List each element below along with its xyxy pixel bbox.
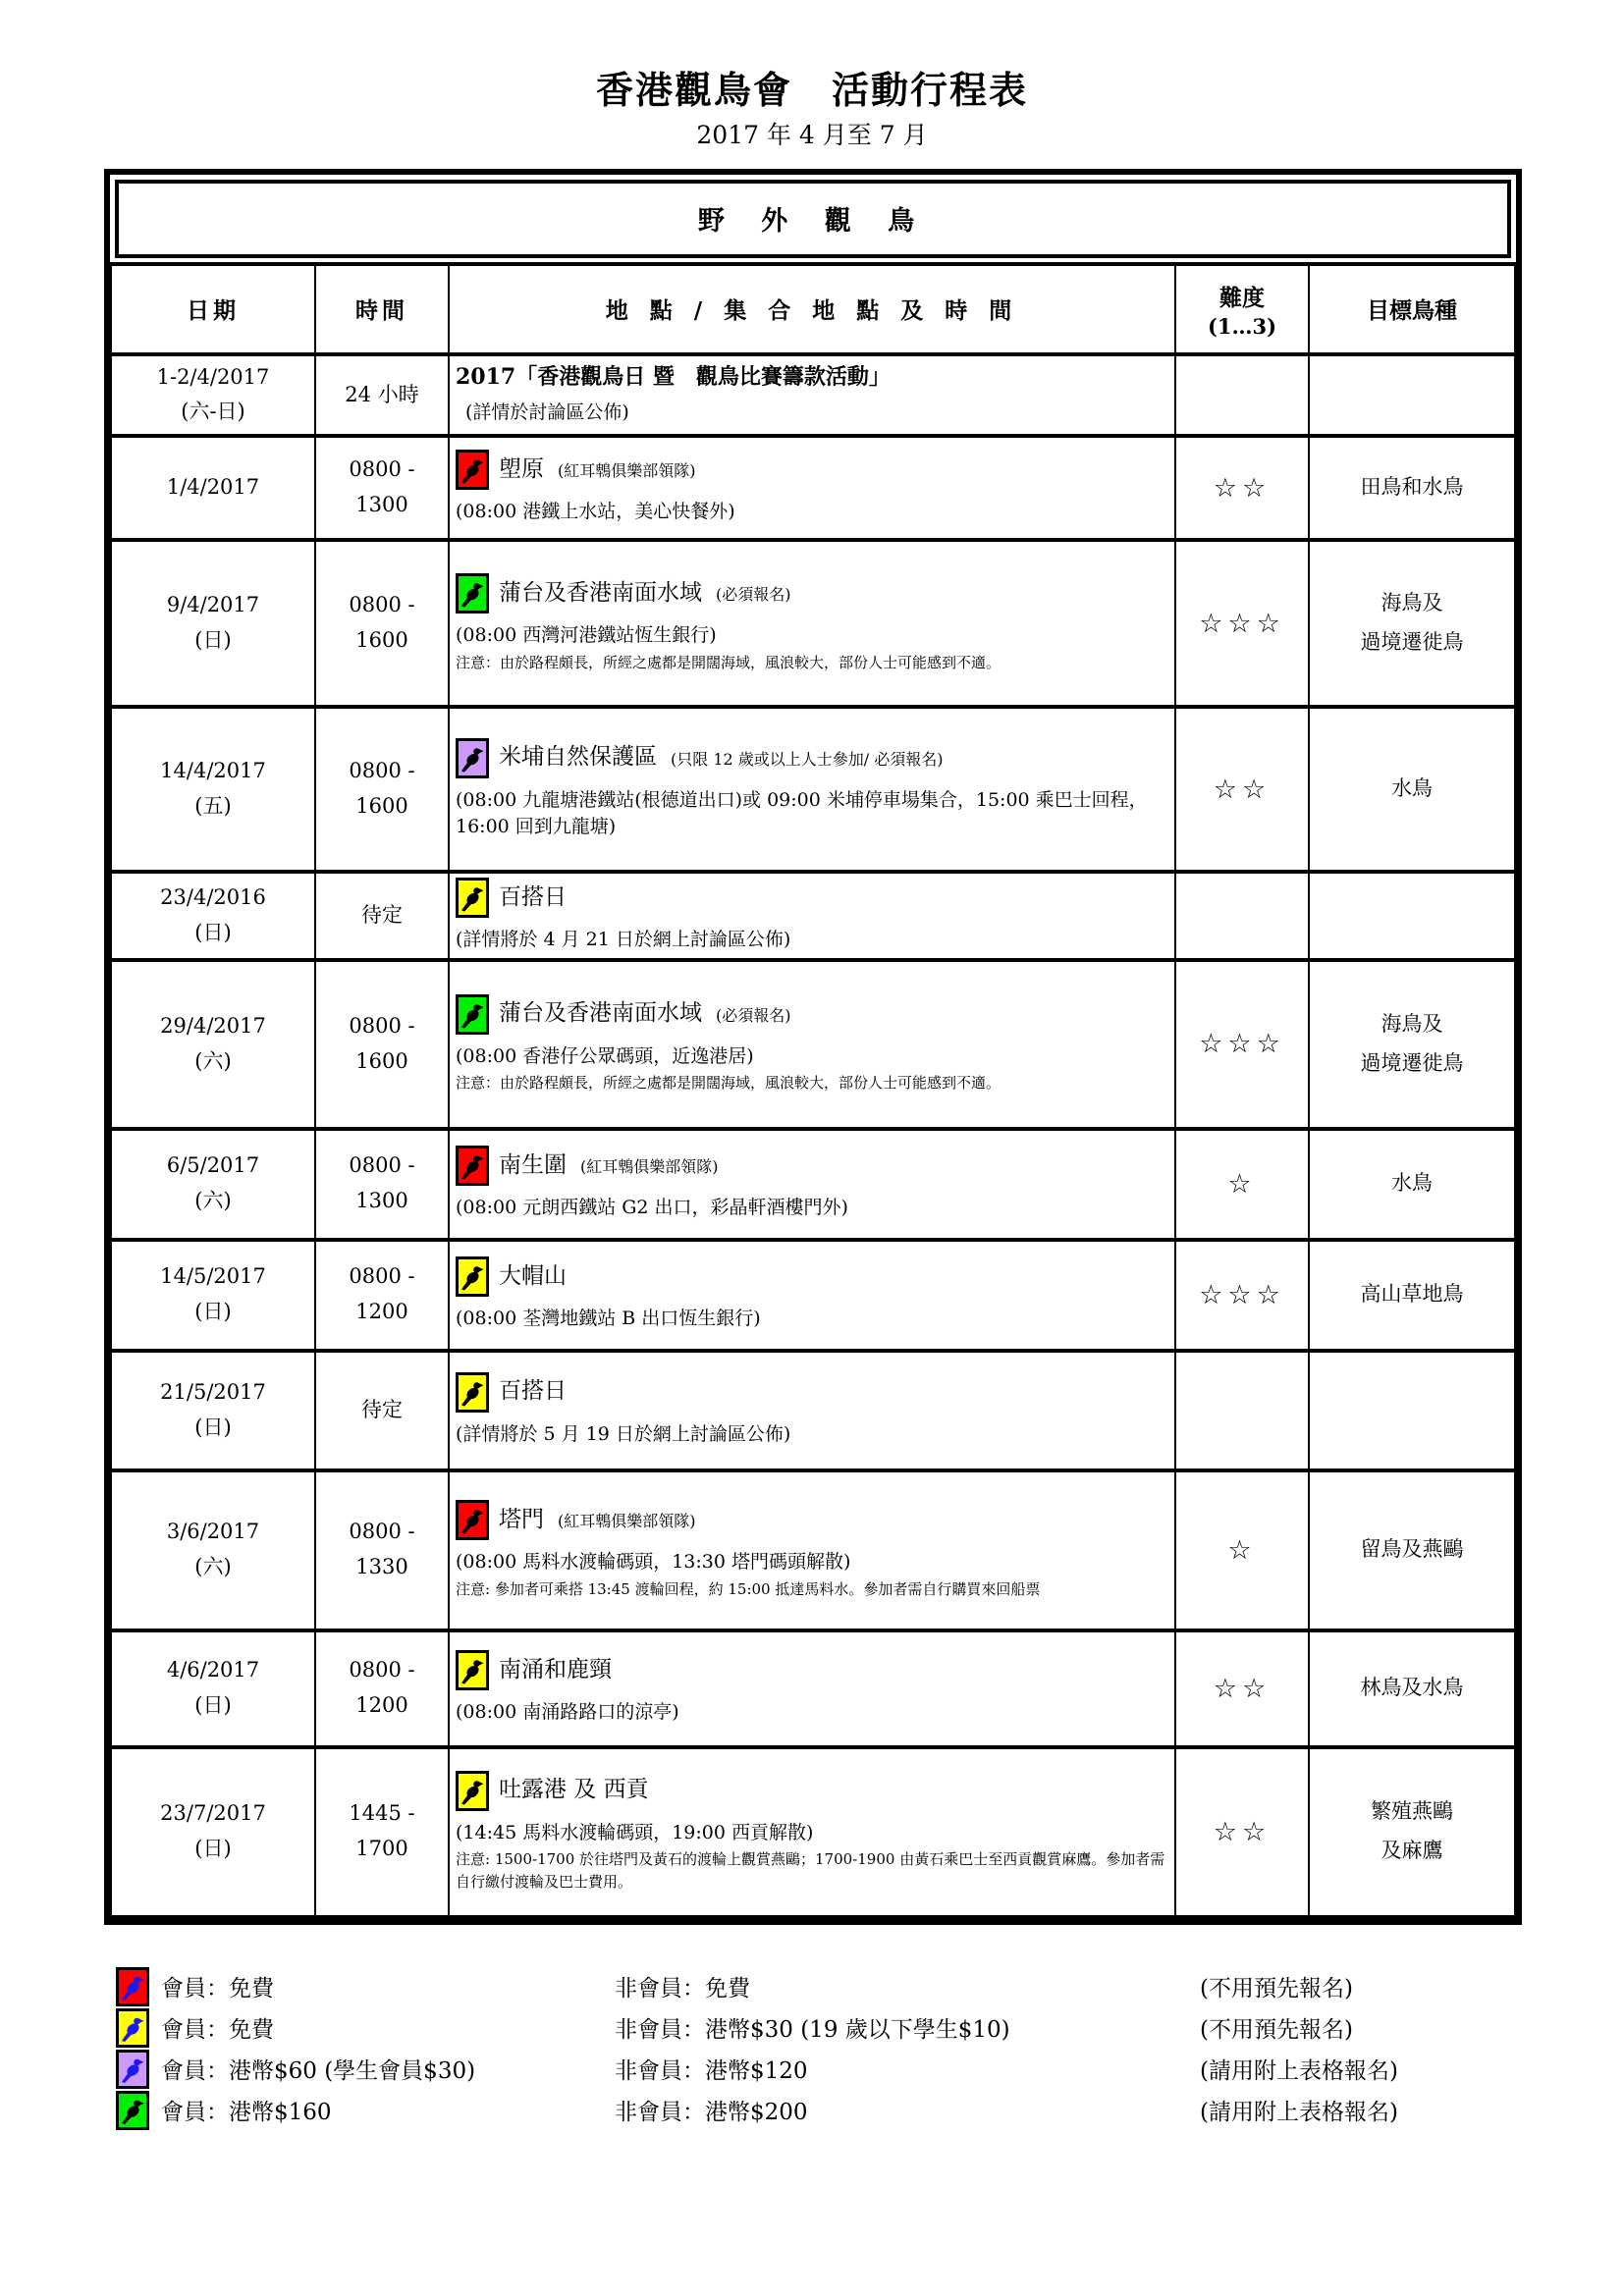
target-line1: 高山草地鳥 [1360,1282,1464,1307]
legend-member-fee: 會員：免費 [161,2017,274,2044]
date-weekday: (日) [194,1693,232,1718]
location-cell [449,707,1175,872]
date-cell [111,354,315,436]
time-cell [315,354,449,436]
page-title: 香港觀鳥會 活動行程表 [595,68,1028,112]
legend-registration-note: (不用預先報名) [1200,2017,1353,2044]
legend-row [116,2007,1624,2049]
table-row [111,960,1515,1129]
time-start: 0800 - [349,1264,415,1289]
legend-registration-note: (不用預先報名) [1200,1976,1353,2002]
time-start: 0800 - [349,593,415,617]
event-title: 塱原 [499,455,544,482]
time-cell [315,1129,449,1240]
target-cell [1309,1129,1515,1240]
target-line2: 及麻鷹 [1380,1839,1443,1863]
time-cell [315,1747,449,1917]
difficulty-cell [1175,540,1309,707]
table-row [111,1470,1515,1630]
difficulty-stars: ☆☆ [1213,1673,1272,1704]
difficulty-stars: ☆ [1227,1534,1257,1566]
time-end: 1200 [355,1693,408,1718]
date-value: 21/5/2017 [160,1379,266,1404]
event-category-icon [456,994,489,1035]
target-cell [1309,436,1515,540]
target-line2: 過境遷徙鳥 [1360,630,1464,655]
target-line1: 繁殖燕鷗 [1371,1799,1453,1824]
difficulty-cell [1175,1747,1309,1917]
difficulty-stars: ☆ [1227,1168,1257,1200]
legend-nonmember-fee: 非會員：港幣$120 [615,2058,808,2085]
difficulty-cell [1175,1129,1309,1240]
date-value: 1/4/2017 [166,475,260,500]
date-cell [111,960,315,1129]
time-start: 24 小時 [345,382,419,406]
date-weekday: (日) [194,1415,232,1439]
date-value: 14/5/2017 [160,1264,266,1289]
time-start: 1445 - [349,1801,415,1826]
event-title-note: (紅耳鵯俱樂部領隊) [558,461,696,481]
event-category-icon [456,1771,489,1811]
time-cell [315,872,449,960]
legend-member-fee: 會員：港幣$160 [161,2100,332,2126]
date-cell [111,1747,315,1917]
legend-registration-note: (請用附上表格報名) [1200,2100,1398,2126]
time-cell [315,540,449,707]
event-category-icon [456,1146,489,1186]
event-category-icon [456,738,489,778]
header-difficulty-label: 難度 [1219,284,1265,311]
target-line1: 水鳥 [1391,776,1433,801]
header-location: 地 點 / 集 合 地 點 及 時 間 [449,264,1175,354]
difficulty-cell [1175,1630,1309,1747]
event-title: 塔門 [499,1506,544,1532]
difficulty-stars: ☆☆☆ [1199,608,1285,639]
event-title: 百搭日 [499,1378,567,1405]
event-title-note: (必須報名) [716,585,791,605]
date-value: 6/5/2017 [166,1153,260,1178]
date-weekday: (六) [194,1048,232,1073]
date-cell [111,436,315,540]
difficulty-cell [1175,1470,1309,1630]
meeting-info: (詳情將於 5 月 19 日於網上討論區公佈) [456,1422,791,1445]
target-cell [1309,1630,1515,1747]
target-cell [1309,1747,1515,1917]
meeting-info: (08:00 南涌路路口的涼亭) [456,1701,679,1724]
event-category-icon [456,878,489,918]
event-title: 大帽山 [499,1262,567,1289]
target-cell [1309,354,1515,436]
event-title: 2017「香港觀鳥日 暨 觀鳥比賽籌款活動」 [456,363,891,390]
table-row [111,1351,1515,1470]
table-row [111,1630,1515,1747]
time-cell [315,436,449,540]
legend-nonmember-fee: 非會員：港幣$200 [615,2100,808,2126]
header-time: 時間 [315,264,449,354]
target-cell [1309,540,1515,707]
date-cell [111,872,315,960]
table-row [111,1747,1515,1917]
legend-row [116,2090,1624,2131]
date-value: 1-2/4/2017 [156,364,270,389]
time-end: 1600 [355,1048,408,1073]
date-value: 23/7/2017 [160,1801,266,1826]
time-end: 1200 [355,1300,408,1324]
difficulty-stars: ☆☆☆ [1199,1029,1285,1060]
difficulty-cell [1175,1351,1309,1470]
date-value: 4/6/2017 [166,1658,260,1682]
time-start: 0800 - [349,1658,415,1682]
difficulty-cell [1175,1240,1309,1351]
time-cell [315,1470,449,1630]
time-end: 1700 [355,1837,408,1861]
date-weekday: (六) [194,1555,232,1579]
event-category-icon [456,573,489,614]
date-value: 3/6/2017 [166,1520,260,1544]
meeting-info: (08:00 九龍塘港鐵站(根德道出口)或 09:00 米埔停車場集合，15:00 乘巴士回程，16:00 回到九龍塘) [456,788,1148,838]
event-title-note: (紅耳鵯俱樂部領隊) [580,1157,719,1177]
date-weekday: (日) [194,1837,232,1861]
date-weekday: (六-日) [181,400,245,424]
difficulty-cell [1175,436,1309,540]
legend-member-fee: 會員：港幣$60 (學生會員$30) [161,2058,476,2085]
difficulty-cell [1175,707,1309,872]
event-category-icon [456,450,489,490]
time-cell [315,707,449,872]
schedule-frame [104,169,1522,1925]
time-start: 0800 - [349,759,415,783]
date-cell [111,707,315,872]
target-line1: 海鳥及 [1380,1011,1443,1036]
event-note: 注意: 參加者可乘搭 13:45 渡輪回程，約 15:00 抵達馬料水。參加者需自行購買來回船票 [456,1579,1041,1598]
location-cell [449,540,1175,707]
date-value: 29/4/2017 [160,1013,266,1038]
time-end: 1600 [355,628,408,653]
meeting-info: (詳情於討論區公佈) [465,401,629,424]
fee-legend [116,1966,1624,2131]
meeting-info: (14:45 馬料水渡輪碼頭，19:00 西貢解散) [456,1821,814,1843]
time-start: 待定 [361,902,403,927]
yellow-category-icon [116,2008,149,2048]
time-end: 1600 [355,794,408,819]
meeting-info: (08:00 元朗西鐵站 G2 出口，彩晶軒酒樓門外) [456,1197,848,1219]
difficulty-cell [1175,354,1309,436]
target-line2: 過境遷徙鳥 [1360,1050,1464,1075]
legend-member-fee: 會員：免費 [161,1976,274,2002]
table-row [111,354,1515,436]
header-difficulty-scale: (1…3) [1207,313,1277,339]
time-start: 0800 - [349,1013,415,1038]
target-line1: 水鳥 [1391,1171,1433,1196]
target-line1: 留鳥及燕鷗 [1360,1537,1464,1562]
event-title: 吐露港 及 西貢 [499,1777,649,1803]
table-row [111,540,1515,707]
legend-registration-note: (請用附上表格報名) [1200,2058,1398,2085]
date-weekday: (日) [194,628,232,653]
difficulty-stars: ☆☆ [1213,472,1272,504]
event-note: 注意: 1500-1700 於往塔門及黃石的渡輪上觀賞燕鷗；1700-1900 由黃石乘巴士至西貢觀賞麻鷹。參加者需自行繳付渡輪及巴士費用。 [456,1850,1165,1891]
legend-row [116,2049,1624,2090]
event-title: 蒲台及香港南面水域 [499,579,702,606]
date-cell [111,1240,315,1351]
legend-nonmember-fee: 非會員：港幣$30 (19 歲以下學生$10) [615,2017,1010,2044]
event-title-note: (只限 12 歲或以上人士參加/ 必須報名) [671,749,944,769]
event-title: 南涌和鹿頸 [499,1656,612,1682]
difficulty-cell [1175,872,1309,960]
location-cell [449,354,1175,436]
date-cell [111,1470,315,1630]
target-cell [1309,960,1515,1129]
event-title-note: (必須報名) [716,1005,791,1025]
purple-category-icon [116,2050,149,2089]
green-category-icon [116,2091,149,2130]
location-cell [449,1630,1175,1747]
date-weekday: (五) [194,794,232,819]
table-row [111,1129,1515,1240]
time-end: 1300 [355,1189,408,1213]
date-weekday: (日) [194,1300,232,1324]
target-cell [1309,872,1515,960]
time-end: 1330 [355,1555,408,1579]
location-cell [449,436,1175,540]
date-value: 23/4/2016 [160,885,266,910]
time-cell [315,1240,449,1351]
event-title: 米埔自然保護區 [499,744,657,771]
schedule-table [110,262,1516,1919]
header-difficulty [1175,264,1309,354]
difficulty-cell [1175,960,1309,1129]
date-weekday: (日) [194,920,232,944]
time-cell [315,960,449,1129]
event-category-icon [456,1500,489,1540]
location-cell [449,1129,1175,1240]
date-value: 14/4/2017 [160,759,266,783]
table-header-row [111,264,1515,354]
meeting-info: (詳情將於 4 月 21 日於網上討論區公佈) [456,929,791,951]
page-subtitle: 2017 年 4 月至 7 月 [696,120,928,149]
event-note: 注意：由於路程頗長，所經之處都是開闊海域，風浪較大，部份人士可能感到不適。 [456,653,1001,671]
time-cell [315,1351,449,1470]
table-row [111,872,1515,960]
target-cell [1309,1240,1515,1351]
target-cell [1309,1470,1515,1630]
meeting-info: (08:00 西灣河港鐵站恆生銀行) [456,624,717,647]
event-title: 蒲台及香港南面水域 [499,1000,702,1027]
date-weekday: (六) [194,1189,232,1213]
time-start: 0800 - [349,1520,415,1544]
meeting-info: (08:00 港鐵上水站，美心快餐外) [456,501,735,523]
difficulty-stars: ☆☆☆ [1199,1279,1285,1310]
time-start: 0800 - [349,457,415,482]
date-value: 9/4/2017 [166,593,260,617]
event-title: 南生圍 [499,1151,567,1178]
time-end: 1300 [355,493,408,517]
meeting-info: (08:00 荃灣地鐵站 B 出口恆生銀行) [456,1308,761,1330]
meeting-info: (08:00 馬料水渡輪碼頭，13:30 塔門碼頭解散) [456,1551,851,1574]
difficulty-stars: ☆☆ [1213,774,1272,805]
header-date: 日期 [111,264,315,354]
event-category-icon [456,1650,489,1690]
date-cell [111,1351,315,1470]
target-line1: 田鳥和水鳥 [1360,475,1464,500]
table-row [111,436,1515,540]
location-cell [449,1747,1175,1917]
date-cell [111,1129,315,1240]
location-cell [449,1240,1175,1351]
time-start: 0800 - [349,1153,415,1178]
red-category-icon [116,1967,149,2006]
meeting-info: (08:00 香港仔公眾碼頭，近逸港居) [456,1044,754,1067]
table-row [111,1240,1515,1351]
event-title: 百搭日 [499,883,567,910]
target-cell [1309,707,1515,872]
event-category-icon [456,1256,489,1297]
target-line1: 林鳥及水鳥 [1360,1676,1464,1700]
table-row [111,707,1515,872]
event-title-note: (紅耳鵯俱樂部領隊) [558,1512,696,1531]
header-target: 目標鳥種 [1309,264,1515,354]
section-banner: 野 外 觀 鳥 [115,180,1511,258]
event-category-icon [456,1372,489,1413]
event-note: 注意：由於路程頗長，所經之處都是開闊海域，風浪較大，部份人士可能感到不適。 [456,1074,1001,1093]
location-cell [449,1470,1175,1630]
location-cell [449,1351,1175,1470]
target-line1: 海鳥及 [1380,591,1443,615]
time-start: 待定 [361,1397,403,1421]
date-cell [111,540,315,707]
target-cell [1309,1351,1515,1470]
legend-nonmember-fee: 非會員：免費 [615,1976,750,2002]
legend-row [116,1966,1624,2007]
location-cell [449,960,1175,1129]
date-cell [111,1630,315,1747]
location-cell [449,872,1175,960]
difficulty-stars: ☆☆ [1213,1816,1272,1847]
time-cell [315,1630,449,1747]
